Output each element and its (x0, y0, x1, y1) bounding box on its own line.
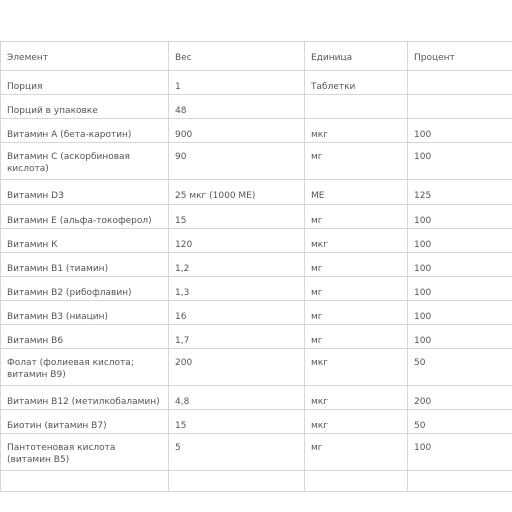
cell-weight: 5 (169, 434, 305, 471)
cell-weight: 48 (169, 95, 305, 119)
cell-element (1, 471, 169, 492)
cell-weight: 90 (169, 143, 305, 180)
cell-unit: мг (305, 301, 408, 325)
cell-percent: 100 (408, 277, 512, 301)
table-row (1, 205, 512, 229)
cell-element: Витамин В12 (метилкобаламин) (1, 386, 169, 410)
cell-unit: мг (305, 277, 408, 301)
cell-weight: 900 (169, 119, 305, 143)
cell-unit: Таблетки (305, 71, 408, 95)
cell-percent: 100 (408, 325, 512, 349)
cell-percent (408, 71, 512, 95)
cell-weight: 15 (169, 410, 305, 434)
cell-percent (408, 471, 512, 492)
cell-element: Витамин В2 (рибофлавин) (1, 277, 169, 301)
table-row (1, 143, 512, 180)
cell-element: Порция (1, 71, 169, 95)
cell-unit (305, 95, 408, 119)
table-row (1, 325, 512, 349)
table-row (1, 180, 512, 205)
cell-percent: 100 (408, 143, 512, 180)
cell-element: Витамин С (аскорбиновая кислота) (1, 143, 169, 180)
table-row (1, 349, 512, 386)
cell-unit (305, 471, 408, 492)
cell-element: Пантотеновая кислота (витамин В5) (1, 434, 169, 471)
cell-weight: 15 (169, 205, 305, 229)
cell-percent (408, 95, 512, 119)
cell-element: Витамин D3 (1, 180, 169, 205)
cell-weight (169, 471, 305, 492)
cell-unit: мг (305, 143, 408, 180)
cell-element: Фолат (фолиевая кислота; витамин В9) (1, 349, 169, 386)
cell-weight: 16 (169, 301, 305, 325)
cell-percent: 100 (408, 301, 512, 325)
table-row (1, 386, 512, 410)
cell-percent: 50 (408, 349, 512, 386)
cell-percent: 200 (408, 386, 512, 410)
table-row (1, 119, 512, 143)
cell-percent: 50 (408, 410, 512, 434)
cell-weight: 4,8 (169, 386, 305, 410)
table-row (1, 471, 512, 492)
cell-percent: 100 (408, 434, 512, 471)
header-percent: Процент (408, 42, 512, 71)
cell-unit: МЕ (305, 180, 408, 205)
cell-element: Витамин В1 (тиамин) (1, 253, 169, 277)
table-row (1, 95, 512, 119)
cell-unit: мкг (305, 410, 408, 434)
table-row (1, 301, 512, 325)
cell-weight: 120 (169, 229, 305, 253)
table-row (1, 253, 512, 277)
table-header-row (1, 42, 512, 71)
cell-element: Порций в упаковке (1, 95, 169, 119)
cell-unit: мкг (305, 119, 408, 143)
cell-element: Витамин В6 (1, 325, 169, 349)
nutrition-table (0, 41, 512, 492)
table-row (1, 71, 512, 95)
cell-element: Витамин К (1, 229, 169, 253)
cell-unit: мг (305, 253, 408, 277)
cell-percent: 125 (408, 180, 512, 205)
cell-weight: 200 (169, 349, 305, 386)
cell-element: Витамин В3 (ниацин) (1, 301, 169, 325)
table-row (1, 229, 512, 253)
cell-element: Витамин Е (альфа-токоферол) (1, 205, 169, 229)
cell-unit: мг (305, 205, 408, 229)
header-weight: Вес (169, 42, 305, 71)
cell-unit: мг (305, 434, 408, 471)
cell-percent: 100 (408, 229, 512, 253)
cell-unit: мкг (305, 349, 408, 386)
cell-element: Биотин (витамин В7) (1, 410, 169, 434)
table-row (1, 277, 512, 301)
cell-weight: 25 мкг (1000 МЕ) (169, 180, 305, 205)
header-element: Элемент (1, 42, 169, 71)
cell-weight: 1 (169, 71, 305, 95)
cell-unit: мкг (305, 229, 408, 253)
cell-percent: 100 (408, 205, 512, 229)
cell-weight: 1,2 (169, 253, 305, 277)
table-row (1, 410, 512, 434)
cell-unit: мг (305, 325, 408, 349)
header-unit: Единица (305, 42, 408, 71)
cell-element: Витамин А (бета-каротин) (1, 119, 169, 143)
cell-percent: 100 (408, 119, 512, 143)
table-row (1, 434, 512, 471)
cell-percent: 100 (408, 253, 512, 277)
cell-unit: мкг (305, 386, 408, 410)
cell-weight: 1,3 (169, 277, 305, 301)
cell-weight: 1,7 (169, 325, 305, 349)
